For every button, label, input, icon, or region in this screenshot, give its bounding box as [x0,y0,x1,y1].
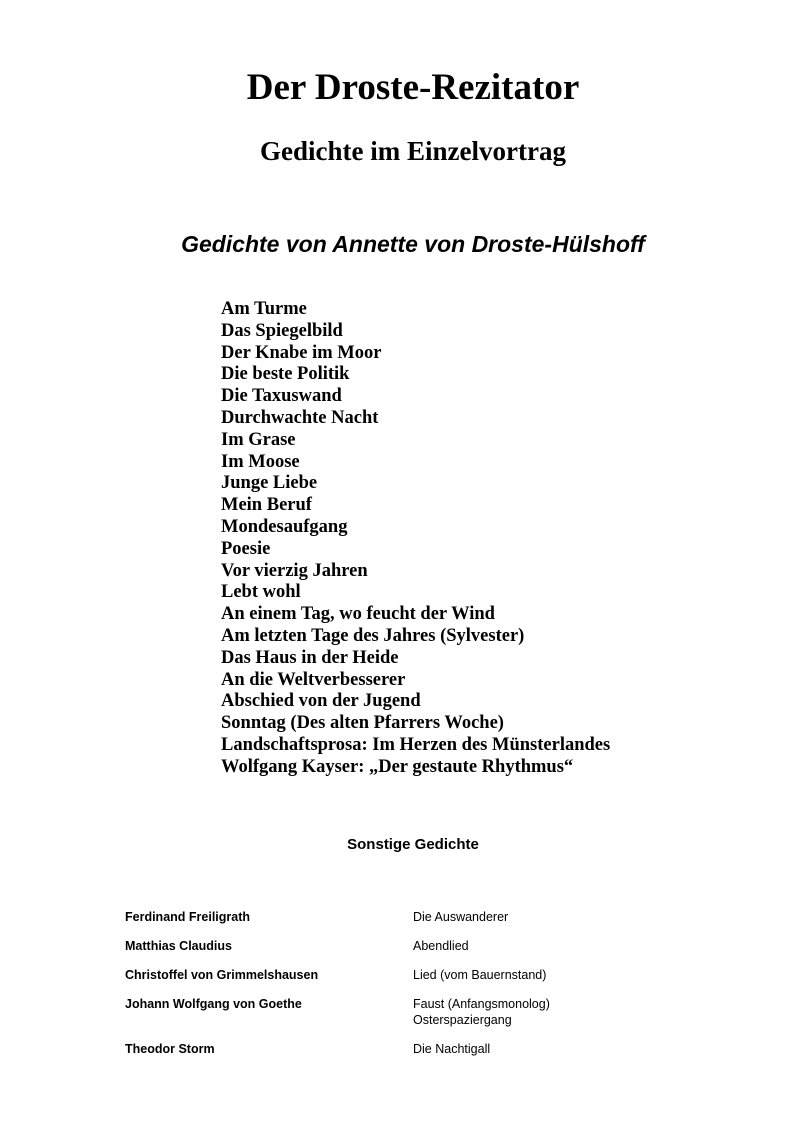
poem-item: Landschaftsprosa: Im Herzen des Münsterlandes [221,734,611,755]
author-name: Theodor Storm [125,1042,215,1056]
work-title: Lied (vom Bauernstand) [413,968,547,982]
work-list [413,967,546,983]
author-row [125,967,685,983]
poem-item: Poesie [221,538,271,559]
other-poems-heading: Sonstige Gedichte [347,836,479,853]
poem-item: Am letzten Tage des Jahres (Sylvester) [221,625,525,646]
poem-item: Im Grase [221,429,296,450]
poem-item: Lebt wohl [221,582,301,603]
author-name: Matthias Claudius [125,939,232,953]
work-list [413,909,508,925]
poem-item: Im Moose [221,451,300,472]
poem-item: Sonntag (Des alten Pfarrers Woche) [221,713,504,734]
author-name: Johann Wolfgang von Goethe [125,997,302,1011]
poem-item: Durchwachte Nacht [221,407,379,428]
poem-item: Die beste Politik [221,364,350,385]
poem-item: Junge Liebe [221,473,318,494]
work-list [413,938,469,954]
author-row [125,1041,685,1057]
poem-item: An die Weltverbesserer [221,669,406,690]
work-title: Faust (Anfangsmonolog) [413,997,550,1011]
other-poems-table [125,909,685,1070]
poem-item: Mondesaufgang [221,516,348,537]
author-row [125,996,685,1028]
droste-section-heading: Gedichte von Annette von Droste-Hülshoff [181,231,645,257]
work-title: Die Nachtigall [413,1042,491,1056]
page-subtitle: Gedichte im Einzelvortrag [260,136,566,166]
work-list [413,996,550,1028]
author-row [125,909,685,925]
author-row [125,938,685,954]
poem-item: Vor vierzig Jahren [221,560,368,581]
work-title: Osterspaziergang [413,1013,512,1027]
poem-item: Das Spiegelbild [221,320,343,341]
author-name: Christoffel von Grimmelshausen [125,968,319,982]
page-title: Der Droste-Rezitator [246,67,580,108]
poem-item: An einem Tag, wo feucht der Wind [221,604,495,625]
poem-item: Abschied von der Jugend [221,691,421,712]
author-name: Ferdinand Freiligrath [125,910,251,924]
work-title: Die Auswanderer [413,910,509,924]
poem-item: Mein Beruf [221,495,312,516]
work-title: Abendlied [413,939,469,953]
poem-item: Wolfgang Kayser: „Der gestaute Rhythmus“ [221,756,574,777]
poem-item: Am Turme [221,299,307,319]
work-list [413,1041,490,1057]
poem-item: Der Knabe im Moor [221,342,382,363]
poem-item: Das Haus in der Heide [221,647,399,668]
poem-item: Die Taxuswand [221,386,342,407]
droste-poem-list [221,299,610,779]
